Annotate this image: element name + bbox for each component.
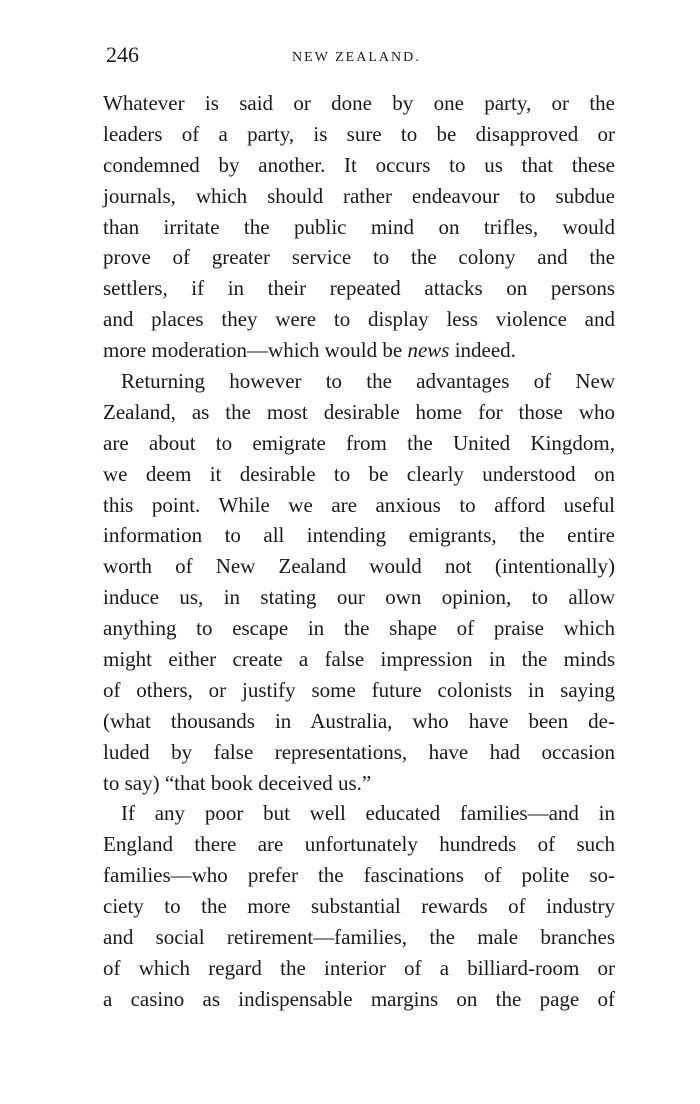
text-line: are about to emigrate from the United Kingdom, <box>103 430 615 455</box>
text-line: information to all intending emigrants, the entire <box>103 523 615 548</box>
running-title: NEW ZEALAND. <box>292 50 421 65</box>
text-line: to say) “that book deceived us.” <box>103 770 372 795</box>
text-line: this point. While we are anxious to afford useful <box>103 492 615 517</box>
text-line: prove of greater service to the colony and the <box>103 245 615 270</box>
text-line: ciety to the more substantial rewards of industry <box>103 894 615 919</box>
text-line: leaders of a party, is sure to be disapproved or <box>103 121 615 146</box>
text-line: Whatever is said or done by one party, or the <box>103 91 615 115</box>
body-text <box>103 88 615 1015</box>
text-line: Zealand, as the most desirable home for those who <box>103 399 615 424</box>
text-line: settlers, if in their repeated attacks on persons <box>103 276 615 301</box>
text-line: luded by false representations, have had occasion <box>103 739 615 764</box>
text-line: might either create a false impression in the minds <box>103 647 615 672</box>
text-line: worth of New Zealand would not (intentionally) <box>103 554 615 579</box>
text-line: than irritate the public mind on trifles, would <box>103 214 615 239</box>
text-line: anything to escape in the shape of praise which <box>103 616 615 641</box>
text-line: families—who prefer the fascinations of polite so- <box>103 863 615 888</box>
text-line: we deem it desirable to be clearly understood on <box>103 461 615 486</box>
text-line: a casino as indispensable margins on the page of <box>103 986 615 1011</box>
italic-word: news <box>407 338 450 363</box>
text-line: (what thousands in Australia, who have been de- <box>103 708 615 733</box>
text-line <box>103 335 615 366</box>
page-header <box>104 40 616 74</box>
text-line: and social retirement—families, the male branches <box>103 925 615 950</box>
text-line: England there are unfortunately hundreds of such <box>103 832 615 857</box>
text-line: condemned by another. It occurs to us that these <box>103 152 615 177</box>
text-run: more moderation—which would be <box>103 338 408 363</box>
text-line: of others, or justify some future colonists in saying <box>103 677 615 702</box>
text-line: Returning however to the advantages of New <box>121 369 615 394</box>
text-line: and places they were to display less violence and <box>103 307 615 332</box>
text-line: If any poor but well educated families—and in <box>121 801 615 826</box>
text-line: of which regard the interior of a billiard-room or <box>103 955 615 980</box>
text-line: journals, which should rather endeavour to subdue <box>103 183 615 208</box>
text-run: indeed. <box>449 338 516 363</box>
text-line: induce us, in stating our own opinion, to allow <box>103 585 615 610</box>
page-number: 246 <box>106 42 139 67</box>
